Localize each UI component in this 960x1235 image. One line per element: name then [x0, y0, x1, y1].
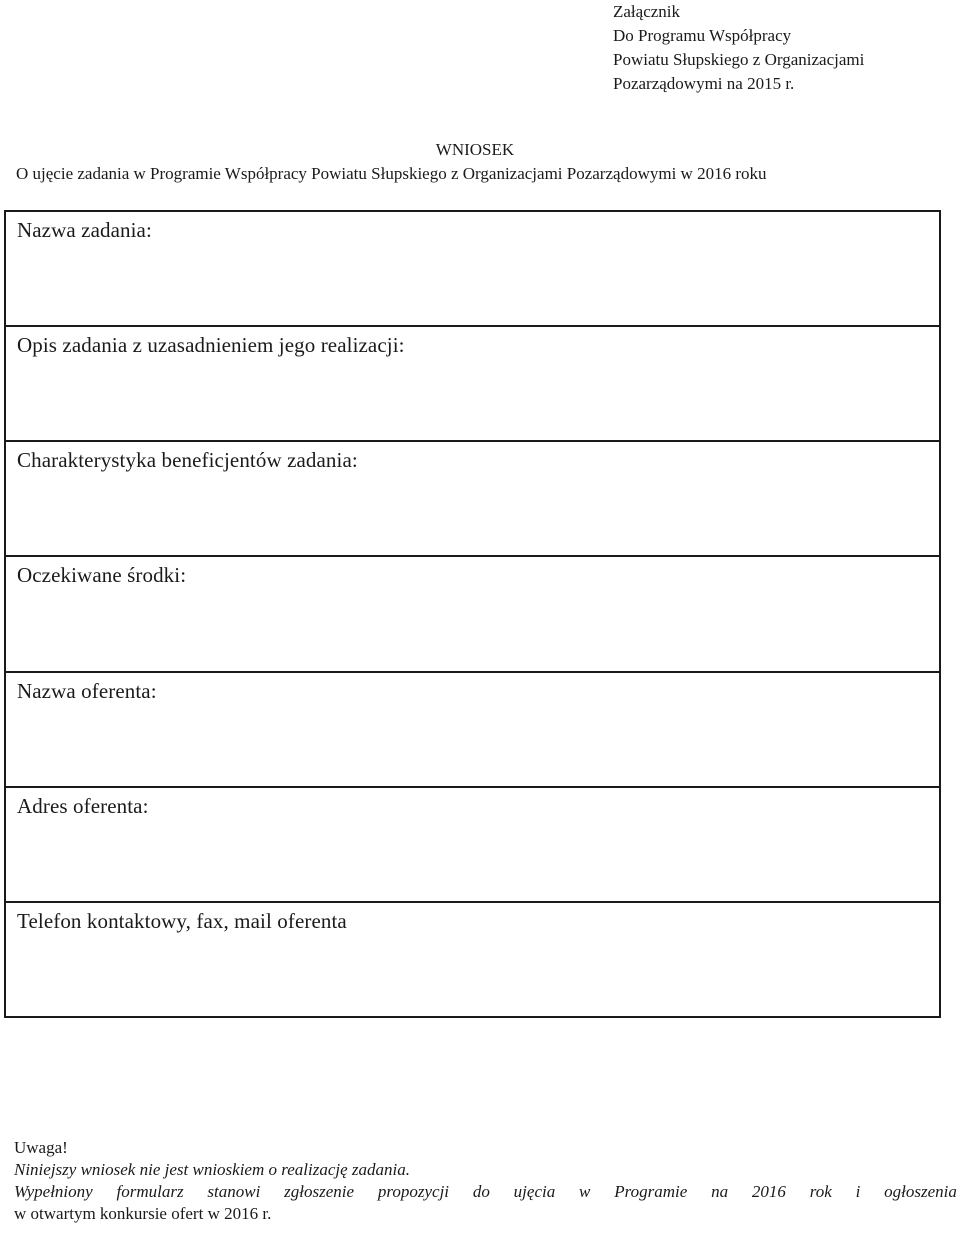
field-label: Opis zadania z uzasadnieniem jego realizacji:	[17, 333, 405, 358]
note-word: Wypełniony	[14, 1182, 93, 1201]
field-label: Telefon kontaktowy, fax, mail oferenta	[17, 908, 347, 933]
note-word: w	[579, 1182, 591, 1201]
note-word: formularz	[116, 1182, 184, 1201]
field-label: Adres oferenta:	[17, 793, 149, 818]
document-title: WNIOSEK	[435, 140, 515, 159]
field-beneficiaries[interactable]	[6, 442, 939, 557]
field-offeror-contact[interactable]	[6, 903, 939, 1016]
field-label: Nazwa zadania:	[17, 218, 152, 242]
header-line: Do Programu Współpracy	[613, 26, 792, 45]
header-line: Powiatu Słupskiego z Organizacjami	[613, 50, 865, 69]
note-heading: Uwaga!	[14, 1138, 68, 1157]
note-section	[14, 1137, 957, 1225]
note-line-3: w otwartym konkursie ofert w 2016 r.	[14, 1204, 272, 1223]
header-line: Załącznik	[613, 2, 681, 21]
note-word: 2016	[751, 1182, 786, 1201]
note-word: do	[472, 1182, 490, 1201]
field-task-name[interactable]	[6, 212, 939, 327]
field-label: Charakterystyka beneficjentów zadania:	[17, 448, 358, 473]
field-task-description[interactable]	[6, 327, 939, 442]
header-line: Pozarządowymi na 2015 r.	[613, 74, 795, 93]
note-word: zgłoszenie	[284, 1182, 355, 1201]
note-line-1: Niniejszy wniosek nie jest wnioskiem o realizację zadania.	[14, 1160, 410, 1179]
field-label: Nazwa oferenta:	[17, 678, 157, 703]
field-expected-funds[interactable]	[6, 557, 939, 672]
note-word: ujęcia	[513, 1182, 556, 1201]
document-subtitle: O ujęcie zadania w Programie Współpracy Powiatu Słupskiego z Organizacjami Pozarządowymi w 2016 roku	[16, 164, 767, 183]
note-word: Programie	[614, 1182, 688, 1201]
note-word: propozycji	[377, 1182, 450, 1201]
note-word: stanowi	[207, 1182, 261, 1201]
note-word: na	[711, 1182, 729, 1201]
note-line-2	[14, 1181, 957, 1203]
note-word: ogłoszenia	[884, 1182, 957, 1201]
field-offeror-name[interactable]	[6, 673, 939, 788]
field-offeror-address[interactable]	[6, 788, 939, 903]
note-word: i	[855, 1182, 861, 1201]
note-word: rok	[809, 1182, 832, 1201]
attachment-header	[613, 0, 864, 96]
field-label: Oczekiwane środki:	[17, 563, 187, 588]
application-form-table	[4, 210, 941, 1018]
